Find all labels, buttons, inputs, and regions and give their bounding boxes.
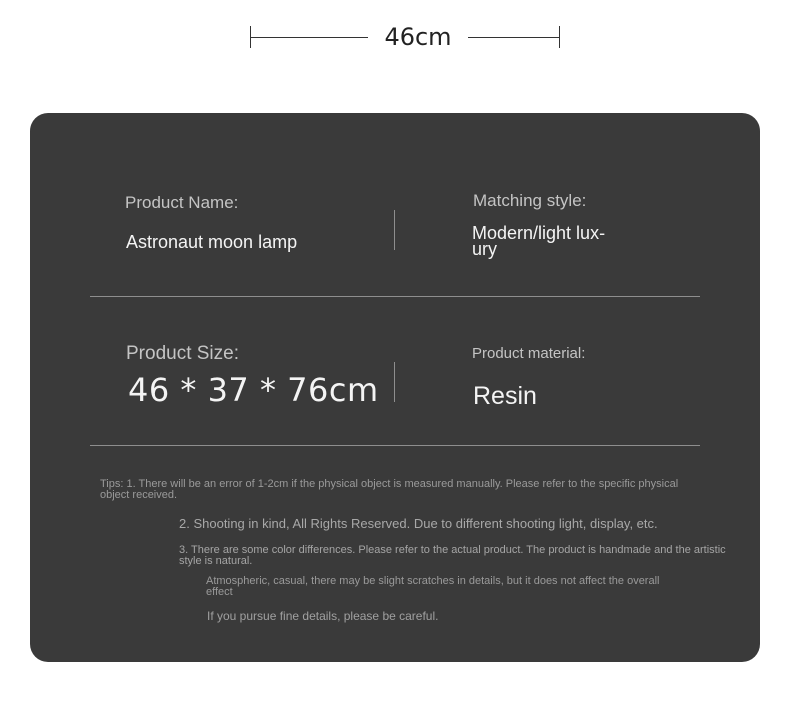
dimension-left-line [250, 37, 368, 38]
product-name-value: Astronaut moon lamp [126, 232, 298, 252]
dimension-right-tick [559, 26, 560, 48]
tip-3 [179, 545, 726, 567]
matching-style-value [472, 225, 605, 257]
vertical-divider-top [394, 210, 395, 250]
product-size-value: 46 * 37 * 76cm [128, 371, 379, 409]
tip-2: 2. Shooting in kind, All Rights Reserved. Due to different shooting light, display, etc. [179, 516, 658, 531]
product-material-value: Resin [473, 382, 537, 410]
tip-1-line1: Tips: 1. There will be an error of 1-2cm if the physical object is measured manually. Please refer to the specific physical [100, 478, 679, 490]
tip-1-line2: object received. [100, 489, 178, 501]
spec-card [30, 113, 760, 662]
dimension-right-line [468, 37, 560, 38]
horizontal-divider-1 [90, 296, 700, 297]
tip-4-line2: effect [206, 586, 233, 598]
matching-style-value-line1: Modern/light lux- [472, 223, 606, 243]
width-dimension-marker [250, 22, 560, 52]
tip-4-line1: Atmospheric, casual, there may be slight scratches in details, but it does not affect the overall [206, 575, 660, 587]
tip-1 [100, 479, 678, 501]
tip-5: If you pursue fine details, please be careful. [207, 609, 439, 623]
horizontal-divider-2 [90, 445, 700, 446]
tip-3-line1: 3. There are some color differences. Please refer to the actual product. The product is handmade and the artistic [179, 544, 726, 556]
tip-3-line2: style is natural. [179, 555, 253, 567]
vertical-divider-bottom [394, 362, 395, 402]
dimension-label: 46cm [384, 23, 452, 51]
product-size-label: Product Size: [126, 343, 239, 364]
product-name-label: Product Name: [125, 193, 239, 212]
matching-style-label: Matching style: [473, 191, 587, 210]
tip-4 [206, 576, 659, 598]
product-material-label: Product material: [472, 345, 586, 362]
matching-style-value-line2: ury [472, 239, 498, 259]
